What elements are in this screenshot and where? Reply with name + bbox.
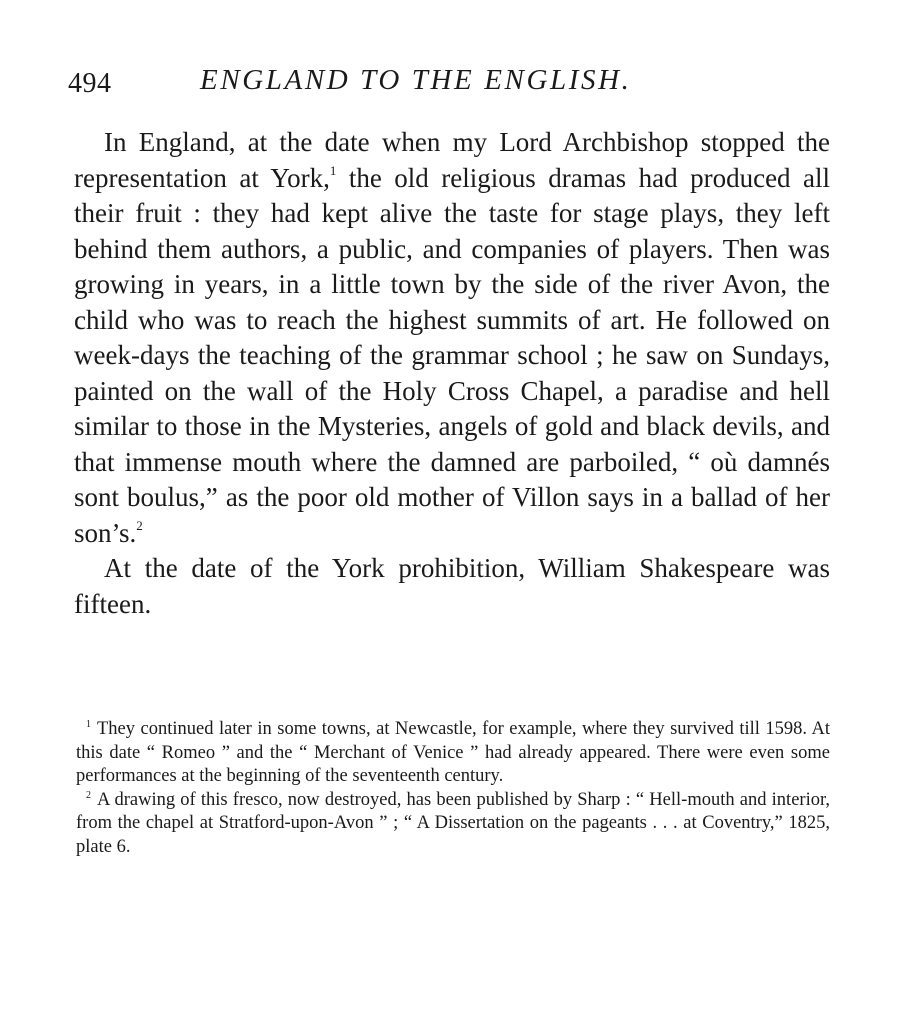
footnotes [76,718,830,859]
running-title: ENGLAND TO THE ENGLISH. [200,64,632,96]
paragraph-text: the old religious dramas had produced all their fruit : they had kept alive the taste for stage plays, they left behind them authors, a public, and companies of players. Then was growing in years, in a little town by the side of the river Avon, the child who was to reach the highest summits of art. He followed on week-days the teaching of the grammar school ; he saw on Sundays, painted on the wall of the Holy Cross Chapel, a paradise and hell similar to those in the Mysteries, angels of gold and black devils, and that immense mouth where the damned are parboiled, “ où damnés sont boulus,” as the poor old mother of Villon says in a ballad of her son’s. [74,162,831,548]
paragraph-text: In England, at the date when my Lord Archbishop stopped the representation at York, [74,127,830,193]
footnote-reference: 1 [329,162,337,178]
footnote-mark: 1 [86,719,91,730]
footnote-reference: 2 [136,517,143,533]
main-text [74,125,830,622]
body-paragraph [74,125,830,551]
page-header [68,64,828,104]
body-paragraph: At the date of the York prohibition, William Shakespeare was fifteen. [74,553,830,619]
footnote-text: A drawing of this fresco, now destroyed, has been published by Sharp : “ Hell-mouth and interior, from the chapel at Stratford-upon-Avon ” ; “ A Dissertation on the pageants . . . at Coventry,” 1825, plate 6. [76,789,830,857]
footnote [76,718,830,789]
footnote-text: They continued later in some towns, at Newcastle, for example, where they survived till 1598. At this date “ Romeo ” and the “ Merchant of Venice ” had already appeared. There were even some performances at the beginning of the seventeenth century. [76,719,830,786]
footnote-mark: 2 [86,789,91,801]
footnote [76,789,830,860]
page-number: 494 [68,68,112,99]
